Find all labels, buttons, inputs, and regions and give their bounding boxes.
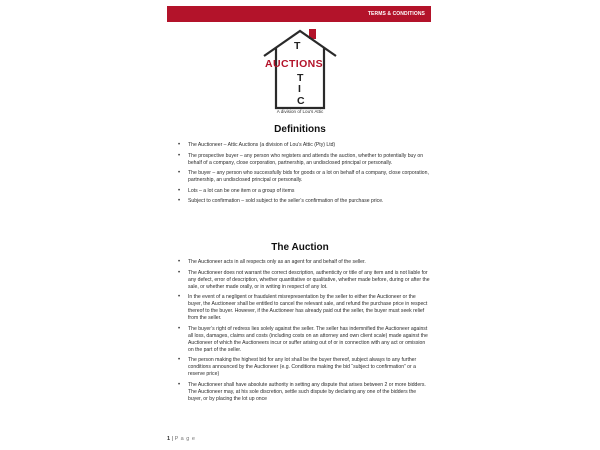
list-item: • The Auctioneer – Attic Auctions (a division of Lou’s Attic (Pty) Ltd) <box>178 142 430 149</box>
list-item: • The buyer – any person who successfully bids for goods or a lot on behalf of a company, close corporation, partnership, an undisclosed principal or personally. <box>178 170 430 184</box>
logo-letter-i: I <box>298 83 302 95</box>
list-item: • The prospective buyer – any person who registers and attends the auction, whether to potentially buy on behalf of a company, close corporation, partnership, an undisclosed principal or personally. <box>178 153 430 167</box>
list-item: • The Auctioneer does not warrant the correct description, authenticity or title of any item and is not liable for any defect, error of description, whether quantitative or qualitative, whether made before, during or after the sale, or whether made orally, or in writing in respect of any lot. <box>178 270 430 291</box>
logo-subtitle: A division of Lou's Attic <box>276 109 324 114</box>
list-item: • The person making the highest bid for any lot shall be the buyer thereof, subject always to any further conditions announced by the Auctioneer (e.g. Conditions making the bid “subject to confirmation” or a reserve price) <box>178 357 430 378</box>
list-item: • Subject to confirmation – sold subject to the seller’s confirmation of the purchase price. <box>178 198 430 205</box>
page-footer <box>167 436 195 442</box>
footer-separator: | <box>171 436 174 442</box>
header-title: TERMS & CONDITIONS <box>367 11 425 17</box>
definitions-heading: Definitions <box>274 124 326 135</box>
page-label: P a g e <box>174 436 196 442</box>
list-item: • Lots – a lot can be one item or a group of items <box>178 188 430 195</box>
list-item: • In the event of a negligent or fraudulent misrepresentation by the seller to either the Auctioneer or the buyer, the Auctioneer shall be entitled to cancel the relevant sale, and refund the purchase price in respect thereof to the buyer. However, if the Auctioneer has already paid out the seller, the buyer must seek relief from the seller. <box>178 294 430 322</box>
logo-letter-c: C <box>297 95 305 107</box>
list-item: • The Auctioneer shall have absolute authority in setting any dispute that arises between 2 or more bidders. The Auctioneer may, at his sole discretion, settle such dispute by declaring any one of the bidders the buyer, or by placing the lot up once <box>178 382 430 403</box>
header-bar <box>167 6 431 22</box>
logo-letter-t: T <box>294 40 301 52</box>
list-item: • The buyer’s right of redress lies solely against the seller. The seller has indemnified the Auctioneer against all loss, damages, claims and costs (including costs on an attorney and own client scale) made against the Auctioneer of which the Auctioneers incur or suffer arising out of or in connection with any act or omission on the part of the seller. <box>178 326 430 354</box>
page-number: 1 <box>167 436 171 442</box>
auction-heading: The Auction <box>271 242 329 253</box>
logo-letter-t2: T <box>297 72 304 84</box>
list-item: • The Auctioneer acts in all respects only as an agent for and behalf of the seller. <box>178 259 430 266</box>
logo-word: AUCTIONS <box>265 58 324 70</box>
definitions-list <box>178 142 430 209</box>
auction-list <box>178 259 430 407</box>
